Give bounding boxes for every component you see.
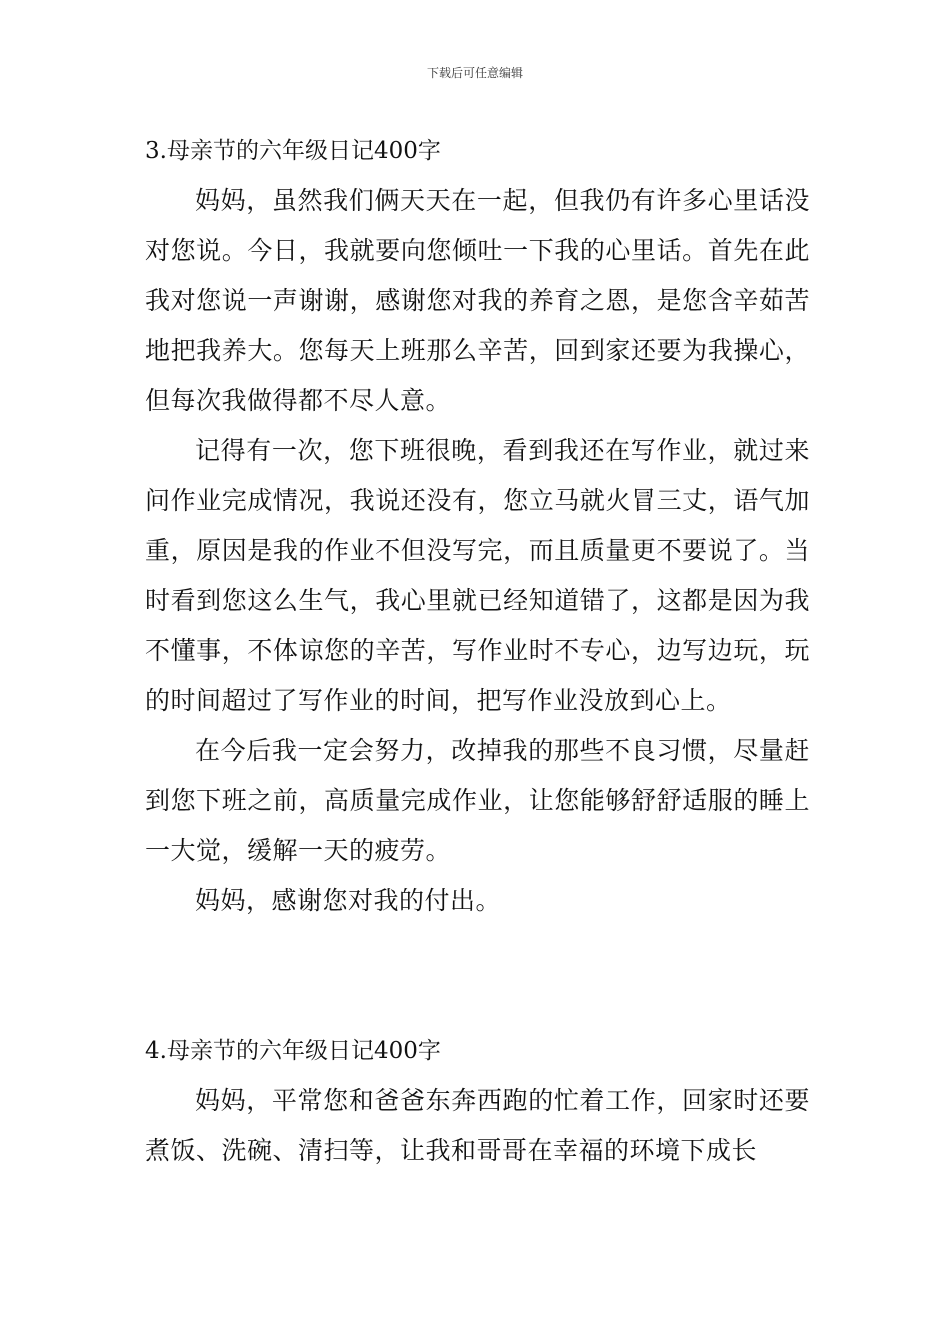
- paragraph: 记得有一次，您下班很晚，看到我还在写作业，就过来问作业完成情况，我说还没有，您立马就火冒三丈，语气加重，原因是我的作业不但没写完，而且质量更不要说了。当时看到您这么生气，我心里就已经知道错了，这都是因为我不懂事，不体谅您的辛苦，写作业时不专心，边写边玩，玩的时间超过了写作业的时间，把写作业没放到心上。: [145, 436, 810, 715]
- paragraph: 在今后我一定会努力，改掉我的那些不良习惯，尽量赶到您下班之前，高质量完成作业，让您能够舒舒适服的睡上一大觉，缓解一天的疲劳。: [145, 736, 810, 865]
- section-spacer: [145, 926, 810, 1026]
- paragraph: 妈妈，感谢您对我的付出。: [195, 886, 502, 915]
- paragraph: 妈妈，虽然我们俩天天在一起，但我仍有许多心里话没对您说。今日，我就要向您倾吐一下我的心里话。首先在此我对您说一声谢谢，感谢您对我的养育之恩，是您含辛茹苦地把我养大。您每天上班那么辛苦，回到家还要为我操心，但每次我做得都不尽人意。: [145, 186, 810, 415]
- paragraph: 妈妈，平常您和爸爸东奔西跑的忙着工作，回家时还要煮饭、洗碗、清扫等，让我和哥哥在幸福的环境下成长: [145, 1086, 810, 1165]
- section-heading: 4.母亲节的六年级日记400字: [145, 1038, 441, 1064]
- document-body: [145, 126, 810, 1176]
- section-4: [145, 1026, 810, 1176]
- section-3: [145, 126, 810, 926]
- section-heading: 3.母亲节的六年级日记400字: [145, 138, 441, 164]
- header-note: 下载后可任意编辑: [426, 66, 523, 80]
